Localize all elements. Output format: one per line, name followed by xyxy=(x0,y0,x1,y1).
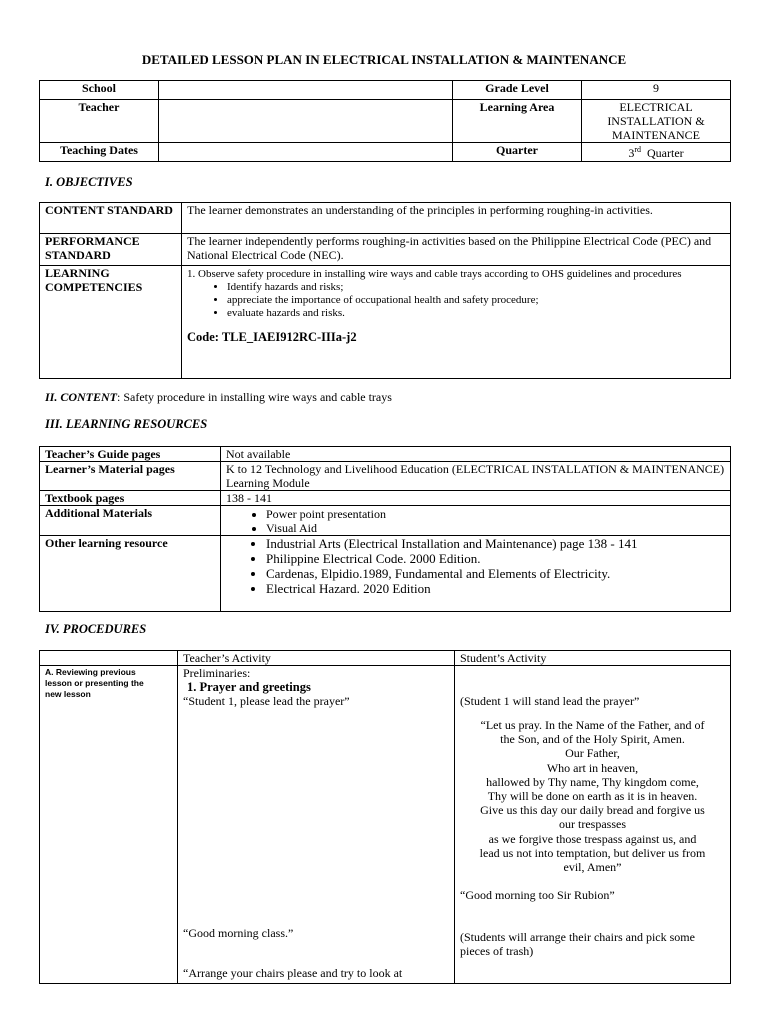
procedures-table xyxy=(39,650,731,984)
list-item: • Cardenas, Elpidio.1989, Fundamental and Elements of Electricity. xyxy=(266,566,725,581)
learning-resources-heading: III. LEARNING RESOURCES xyxy=(45,417,208,431)
teacher-field xyxy=(159,100,453,143)
content-standard-text: The learner demonstrates an understanding of the principles in performing roughing-in activities. xyxy=(182,203,731,234)
additional-materials-list xyxy=(226,507,725,535)
prayer-heading: 1. Prayer and greetings xyxy=(187,680,311,694)
dates-label: Teaching Dates xyxy=(40,143,159,162)
textbook-label: Textbook pages xyxy=(40,491,221,506)
list-item: • evaluate hazards and risks. xyxy=(227,307,725,320)
list-item: • Industrial Arts (Electrical Installation and Maintenance) page 138 - 141 xyxy=(266,536,725,551)
textbook-value: 138 - 141 xyxy=(221,491,731,506)
competencies-list xyxy=(187,281,725,320)
list-item: • Electrical Hazard. 2020 Edition xyxy=(266,581,725,596)
learning-competencies-label: LEARNING COMPETENCIES xyxy=(40,266,182,379)
student-arrange-line: (Students will arrange their chairs and pick some pieces of trash) xyxy=(460,930,695,959)
teacher-activity-cell xyxy=(178,666,455,984)
student-prayer-intro: (Student 1 will stand lead the prayer” xyxy=(460,694,640,708)
list-item: • Identify hazards and risks; xyxy=(227,281,725,294)
objectives-heading: I. OBJECTIVES xyxy=(45,175,133,189)
student-activity-header: Student’s Activity xyxy=(455,651,731,666)
tg-value: Not available xyxy=(221,447,731,462)
area-label: Learning Area xyxy=(453,100,582,143)
quarter-value xyxy=(582,143,731,162)
resources-table xyxy=(39,446,731,612)
preliminaries-label: Preliminaries: xyxy=(183,666,251,680)
performance-standard-label: PERFORMANCE STANDARD xyxy=(40,234,182,266)
header-table xyxy=(39,80,731,162)
lm-label: Learner’s Material pages xyxy=(40,462,221,491)
school-label: School xyxy=(40,81,159,100)
list-item: • appreciate the importance of occupational health and safety procedure; xyxy=(227,294,725,307)
other-resources-label: Other learning resource xyxy=(40,536,221,612)
objectives-table xyxy=(39,202,731,379)
teacher-greeting-line: “Good morning class.” xyxy=(183,926,294,940)
prayer-line: evil, Amen” xyxy=(563,860,622,875)
list-item: • Philippine Electrical Code. 2000 Edition. xyxy=(266,551,725,566)
step-a-label: A. Reviewing previous lesson or presenting the new lesson xyxy=(45,667,144,699)
student-activity-cell xyxy=(455,666,731,984)
dates-field xyxy=(159,143,453,162)
tg-label: Teacher’s Guide pages xyxy=(40,447,221,462)
prayer-line: our trespasses xyxy=(559,817,626,832)
performance-standard-text: The learner independently performs roughing-in activities based on the Philippine Electrical Code (PEC) and National Electrical Code (NEC). xyxy=(182,234,731,266)
procedures-heading: IV. PROCEDURES xyxy=(45,622,147,636)
page-title: DETAILED LESSON PLAN IN ELECTRICAL INSTALLATION & MAINTENANCE xyxy=(141,52,627,67)
learning-competencies-cell xyxy=(182,266,731,379)
prayer-line: Give us this day our daily bread and forgive us xyxy=(480,803,705,818)
teacher-label: Teacher xyxy=(40,100,159,143)
content-label: II. CONTENT xyxy=(45,390,118,404)
school-field xyxy=(159,81,453,100)
grade-label: Grade Level xyxy=(453,81,582,100)
teacher-activity-header: Teacher’s Activity xyxy=(178,651,455,666)
step-a-cell xyxy=(40,666,178,984)
prayer-line: Who art in heaven, xyxy=(546,760,639,775)
content-line xyxy=(45,390,392,405)
prayer-line: Our Father, xyxy=(565,746,620,761)
prayer-line: “Let us pray. In the Name of the Father, and of xyxy=(480,718,705,732)
area-value: ELECTRICAL INSTALLATION & MAINTENANCE xyxy=(582,100,731,143)
lm-value: K to 12 Technology and Livelihood Education (ELECTRICAL INSTALLATION & MAINTENANCE) Learning Module xyxy=(221,462,731,491)
competency-code: Code: TLE_IAEI912RC-IIIa-j2 xyxy=(187,330,357,344)
grade-value: 9 xyxy=(582,81,731,100)
teacher-arrange-line: “Arrange your chairs please and try to look at xyxy=(183,966,403,980)
student-greeting-line: “Good morning too Sir Rubion” xyxy=(460,888,615,903)
quarter-label: Quarter xyxy=(453,143,582,162)
prayer-line: hallowed by Thy name, Thy kingdom come, xyxy=(486,774,699,789)
prayer-line: Thy will be done on earth as it is in heaven. xyxy=(487,789,698,804)
prayer-line: as we forgive those trespass against us, and xyxy=(488,831,697,846)
additional-materials-cell xyxy=(221,506,731,536)
quarter-suffix: rd xyxy=(634,145,641,154)
other-resources-list xyxy=(226,536,725,596)
prayer-line: lead us not into temptation, but deliver us from xyxy=(479,845,706,860)
teacher-prayer-line: “Student 1, please lead the prayer” xyxy=(183,694,350,708)
competencies-intro: 1. Observe safety procedure in installing wire ways and cable trays according to OHS guidelines and procedures xyxy=(187,268,682,280)
list-item: • Visual Aid xyxy=(266,521,725,535)
content-standard-label: CONTENT STANDARD xyxy=(40,203,182,234)
additional-materials-label: Additional Materials xyxy=(40,506,221,536)
prayer-text xyxy=(460,718,725,874)
quarter-word: Quarter xyxy=(647,146,684,160)
content-text: : Safety procedure in installing wire ways and cable trays xyxy=(117,390,392,404)
list-item: • Power point presentation xyxy=(266,507,725,521)
quarter-number: 3 xyxy=(628,146,635,160)
other-resources-cell xyxy=(221,536,731,612)
prayer-line: the Son, and of the Holy Spirit, Amen. xyxy=(500,732,685,747)
